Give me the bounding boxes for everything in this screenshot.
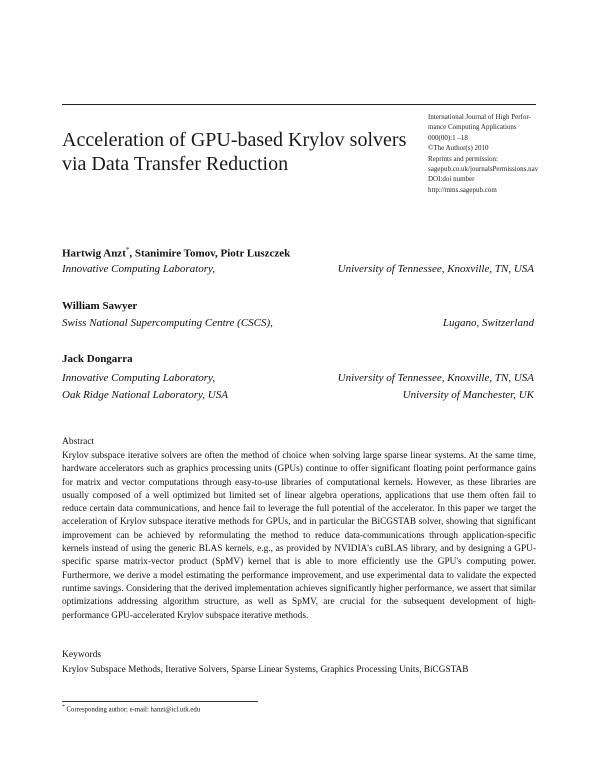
meta-website: http://mms.sagepub.com xyxy=(428,185,497,194)
author-names-1 xyxy=(62,246,290,260)
affiliation-right: University of Tennessee, Knoxville, TN, USA xyxy=(337,372,534,384)
meta-journal-line-2: mance Computing Applications xyxy=(428,123,517,132)
journal-meta xyxy=(428,112,578,195)
meta-reprints: Reprints and permission: xyxy=(428,154,498,163)
keywords-heading: Keywords xyxy=(62,650,102,660)
affiliation-left: Innovative Computing Laboratory, xyxy=(62,263,216,275)
author-names-rest: , Stanimire Tomov, Piotr Luszczek xyxy=(129,247,291,260)
title-line-2: via Data Transfer Reduction xyxy=(62,153,289,175)
header-rule xyxy=(62,104,536,105)
keywords-text: Krylov Subspace Methods, Iterative Solvers, Sparse Linear Systems, Graphics Processing Units, BiCGSTAB xyxy=(62,665,469,675)
corresponding-mark: * xyxy=(125,246,130,254)
author-names-3: Jack Dongarra xyxy=(62,353,133,365)
affiliation-right: Lugano, Switzerland xyxy=(442,317,534,329)
meta-volume: 000(00):1 –18 xyxy=(428,133,468,142)
affiliation-left: Oak Ridge National Laboratory, USA xyxy=(62,389,228,401)
footnote-text: Corresponding author; e-mail: hanzt@icl.utk.edu xyxy=(64,706,201,714)
footnote xyxy=(62,704,200,713)
paper-title xyxy=(62,128,406,176)
affiliation-left: Innovative Computing Laboratory, xyxy=(62,372,216,384)
abstract-text: Krylov subspace iterative solvers are often the method of choice when solving large sparse linear systems. At the same time, hardware accelerators such as graphics processing units (GPUs) continue to offer significant floating point performance gains for matrix and vector computations through easy-to-use libraries of computational kernels. However, as these libraries are usually composed of a well optimized but limited set of linear algebra operations, applications that use them often fail to reduce certain data communications, and hence fail to leverage the full potential of the accelerator. In this paper we target the acceleration of Krylov subspace iterative methods for GPUs, and in particular the BiCGSTAB solver, showing that significant improvement can be achieved by reformulating the method to reduce data-communications through application-specific kernels instead of using the generic BLAS kernels, e.g., as provided by NVIDIA's cuBLAS library, and by designing a GPU-specific sparse matrix-vector product (SpMV) kernel that is able to more efficiently use the GPU's computing power. Furthermore, we derive a model estimating the performance improvement, and use experimental data to validate the expected runtime savings. Considering that the derived implementation achieves significantly higher performance, we assert that similar optimizations addressing algorithm structure, as well as SpMV, are crucial for the subsequent development of high-performance GPU-accelerated Krylov subspace iterative methods. xyxy=(62,451,536,621)
author-name-anzt: Hartwig Anzt xyxy=(62,247,126,260)
meta-permissions-url: sagepub.co.uk/journalsPermissions.nav xyxy=(428,165,539,174)
footnote-mark: * xyxy=(62,704,65,710)
title-line-1: Acceleration of GPU-based Krylov solvers xyxy=(62,129,407,151)
meta-doi: DOI:doi number xyxy=(428,175,475,184)
affiliation-left: Swiss National Supercomputing Centre (CSCS), xyxy=(62,317,273,329)
affiliation-right: University of Tennessee, Knoxville, TN, USA xyxy=(337,263,534,275)
meta-journal-line-1: International Journal of High Perfor- xyxy=(428,113,531,121)
affiliation-right: University of Manchester, UK xyxy=(402,389,534,401)
abstract-heading: Abstract xyxy=(62,437,95,447)
author-names-2: William Sawyer xyxy=(62,300,138,312)
footnote-rule xyxy=(62,701,258,702)
meta-copyright: ©The Author(s) 2010 xyxy=(428,144,489,153)
